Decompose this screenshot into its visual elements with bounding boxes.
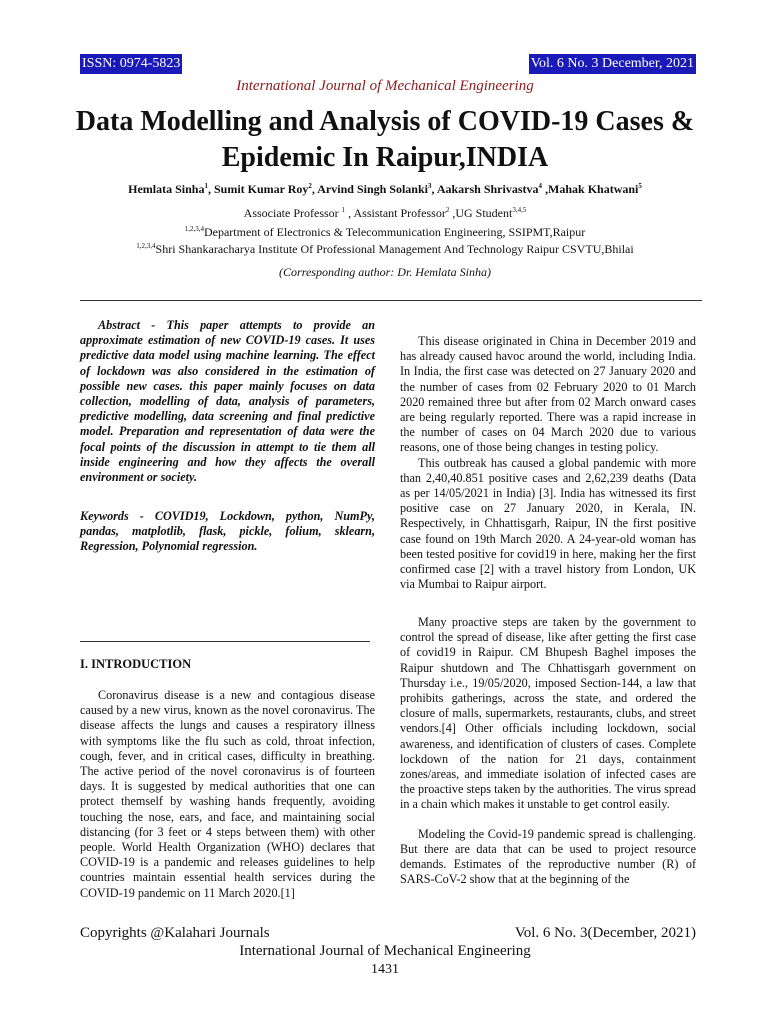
role-text: ,UG Student	[449, 206, 513, 220]
right-column-2	[400, 615, 696, 887]
paper-title	[40, 104, 730, 176]
body-paragraph-4: Modeling the Covid-19 pandemic spread is challenging. But there are data that can be used to project resource demands. Estimates of the reproductive number (R) of SARS-CoV-2 show that at the beginning of the	[400, 826, 696, 887]
body-paragraph-2: This outbreak has caused a global pandemic with more than 2,40,40.851 positive cases and 2,62,239 deaths (Data as per 14/05/2021 in India) [3]. India has witnessed its first positive case on 27 January 2020, in Kerala, IN. Respectively, in Chhattisgarh, Raipur, IN the first positive case found on 19th March 2020. A 24-year-old woman has been tested positive for covid19 in here, making her the first confirmed case [2] with a travel history from London, UK via Mumbai to Raipur airport.	[400, 455, 696, 592]
role-sup: 3,4,5	[512, 206, 527, 214]
page-number: 1431	[371, 962, 399, 977]
journal-name: International Journal of Mechanical Engineering	[236, 78, 534, 94]
author-roles	[40, 206, 730, 221]
header-divider	[80, 300, 702, 301]
author-sup: 4	[538, 182, 543, 190]
role-text: , Assistant Professor	[345, 206, 446, 220]
author-name: Aakarsh Shrivastva	[436, 182, 539, 196]
author-name: Sumit Kumar Roy	[213, 182, 309, 196]
right-column-1	[400, 334, 696, 592]
affiliation-1-sup: 1,2,3,4	[184, 225, 204, 233]
body-paragraph-3: Many proactive steps are taken by the government to control the spread of disease, like after getting the first case of covid19 in Raipur. CM Bhupesh Baghel imposes the Raipur shutdown and The Chhattisgarh government on Thursday i.e., 19/05/2020, imposed Section-144, a law that prohibits gatherings, across the state, and ordered the closure of malls, supermarkets, restaurants, clubs, and street vendors.[4] Other officials including lockdown, social awareness, and identification of clusters of cases. Complete lockdown of the nation for 21 days, containment zones/areas, and immediate isolation of infected cases are the proactive steps taken by the authorities. The virus spread in a chain which makes it unstable to get control easily.	[400, 615, 696, 812]
title-line-1: Data Modelling and Analysis of COVID-19 Cases &	[75, 106, 695, 137]
role-sup: 1	[341, 206, 346, 214]
title-line-2: Epidemic In Raipur,INDIA	[221, 142, 549, 173]
author-name: Hemlata Sinha	[128, 182, 205, 196]
footer-copyright: Copyrights @Kalahari Journals	[80, 925, 270, 941]
corresponding-author: (Corresponding author: Dr. Hemlata Sinha)	[279, 265, 491, 279]
affiliation-2-sup: 1,2,3,4	[136, 242, 156, 250]
footer-volume: Vol. 6 No. 3(December, 2021)	[514, 925, 696, 941]
abstract: Abstract - This paper attempts to provide an approximate estimation of new COVID-19 cases. It uses predictive data model using machine learning. The effect of lockdown was also considered in the estimation of possible new cases. this paper mainly focuses on data collection, modelling of data, analysis of parameters, predictive modelling, data screening and final predictive model. Preparation and representation of data were the focal points of the discussion in attempt to tie them all inside engineering and how they affects the overall environment or society.	[80, 318, 375, 485]
author-list: Hemlata Sinha$^1$, Sumit Kumar Roy$^2$, Arvind Singh Solanki$^3$, Aakarsh Shrivastva$^4$ ,Mahak Khatwani$^5$	[128, 182, 642, 196]
author-sup: 2	[308, 182, 312, 190]
author-name: Arvind Singh Solanki	[317, 182, 428, 196]
author-sup: 1	[204, 182, 208, 190]
affiliation-2	[40, 242, 730, 257]
section-heading: I. INTRODUCTION	[80, 657, 192, 671]
author-sup: 3	[427, 182, 432, 190]
intro-paragraph: Coronavirus disease is a new and contagious disease caused by a new virus, known as the novel coronavirus. The disease affects the lungs and causes a respiratory illness with symptoms like the flu such as cold, throat infection, cough, fever, and in critical cases, difficulty in breathing. The active period of the novel coronavirus is of fourteen days. It is suggested by medical authorities that one can protect themself by washing hands frequently, avoiding touching the nose, ears, and face, and maintaining social distancing (for 3 feet or 4 steps between them) with other people. World Health Organization (WHO) declares that COVID-19 is a pandemic and releases guidelines to help countries maintain essential health services during the COVID-19 pandemic on 11 March 2020.[1]	[80, 688, 375, 900]
role-sup: 2	[445, 206, 450, 214]
author-name: Mahak Khatwani	[548, 182, 639, 196]
issn-badge: ISSN: 0974-5823	[80, 54, 182, 74]
affiliation-2-text: Shri Shankaracharya Institute Of Professional Management And Technology Raipur CSVTU,Bhilai	[155, 242, 634, 256]
affiliation-1-text: Department of Electronics & Telecommunication Engineering, SSIPMT,Raipur	[203, 225, 586, 239]
footer-journal: International Journal of Mechanical Engineering	[239, 943, 531, 959]
author-sup: 5	[638, 182, 642, 190]
role-text: Associate Professor	[243, 206, 342, 220]
column-divider	[80, 641, 370, 642]
volume-badge: Vol. 6 No. 3 December, 2021	[529, 54, 696, 74]
body-paragraph-1: This disease originated in China in December 2019 and has already caused havoc around the world, including India. In India, the first case was detected on 27 January 2020 and the number of cases from 02 February 2020 to 01 March 2020 remained three but after from 02 March onward cases are being regularly reported. There was a rapid increase in the number of cases on 04 March 2020 due to various reasons, one of those being changes in testing policy.	[400, 334, 696, 455]
keywords: Keywords - COVID19, Lockdown, python, NumPy, pandas, matplotlib, flask, pickle, folium, sklearn, Regression, Polynomial regression.	[80, 509, 375, 554]
affiliation-1	[40, 225, 730, 240]
